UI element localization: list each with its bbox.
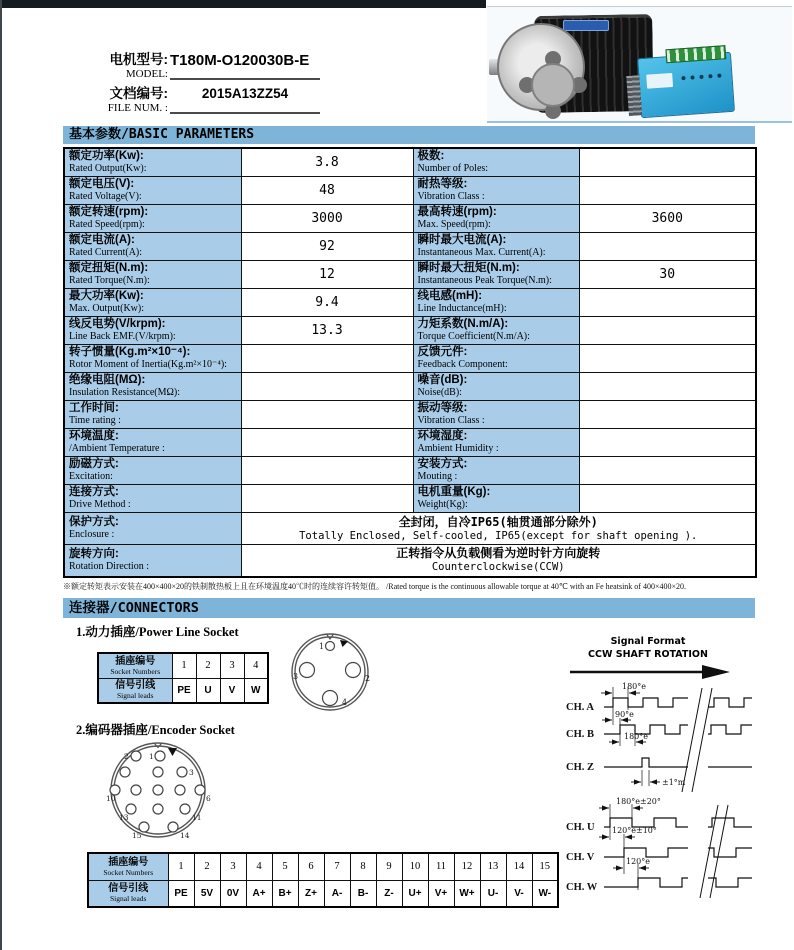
table-row [64, 545, 756, 577]
param-label-cn: 噪音(dB): [417, 374, 468, 386]
param-label-cell [64, 345, 241, 373]
signal-lead-cell: W [244, 678, 268, 703]
pin-label: 13 [119, 813, 129, 822]
signal-lead-cell: Z- [376, 880, 402, 907]
signal-leads-en: Signal leads [110, 894, 147, 904]
socket-number-cell: 11 [428, 853, 454, 880]
pin-label: 3 [189, 768, 194, 777]
param-label-cn: 瞬时最大电流(A): [417, 234, 507, 246]
socket-numbers-en: Socket Numbers [103, 867, 154, 877]
model-label [58, 48, 168, 80]
param-label-en: Noise(dB): [417, 387, 462, 398]
table-row [64, 233, 756, 261]
param-label-en: /Ambient Temperature : [69, 443, 165, 454]
socket-number-cell: 3 [220, 653, 244, 678]
channel-label-b: CH. B [566, 729, 595, 740]
controller-label [646, 73, 673, 89]
signal-lead-cell: A- [324, 880, 350, 907]
socket-number-cell: 4 [246, 853, 272, 880]
param-value-cell: 9.4 [241, 289, 413, 317]
param-label-en: Enclosure : [69, 529, 115, 540]
table-row [88, 880, 558, 907]
dim-label-180e-a: 180°e [622, 682, 647, 691]
encoder-socket-title: 2.编码器插座/Encoder Socket [76, 723, 235, 737]
encoder-socket-diagram [98, 736, 224, 848]
power-socket-diagram [286, 630, 378, 718]
param-value-cell: 92 [241, 233, 413, 261]
socket-numbers-en: Socket Numbers [110, 666, 161, 676]
socket-number-cell: 8 [350, 853, 376, 880]
param-label-cell [413, 148, 579, 177]
param-label-cn: 线反电势(V/krpm): [69, 318, 166, 330]
param-label-cn: 反馈元件: [417, 346, 468, 358]
power-socket-table [97, 652, 269, 704]
param-value-cell [579, 401, 756, 429]
signal-lead-cell: V [220, 678, 244, 703]
param-value-cell [579, 485, 756, 513]
controller-heatsink [626, 75, 642, 116]
signal-leads-cn: 信号引线 [115, 680, 156, 692]
enclosure-value-en: Totally Enclosed, Self-cooled, IP65(except for shaft opening ). [299, 529, 698, 542]
socket-number-cell: 1 [168, 853, 194, 880]
table-row [64, 177, 756, 205]
param-value-cell: 3000 [241, 205, 413, 233]
direction-arrow-icon [570, 665, 730, 679]
param-label-en: Max. Speed(rpm): [417, 219, 491, 230]
param-label-cn: 工作时间: [69, 402, 119, 414]
param-value-cell [579, 457, 756, 485]
param-value-cell [579, 373, 756, 401]
socket-numbers-header [88, 853, 168, 880]
param-label-cn: 最高转速(rpm): [417, 206, 497, 218]
param-label-cell [64, 261, 241, 289]
socket-numbers-header [98, 653, 172, 678]
param-label-en: Vibration Class : [417, 415, 485, 426]
param-label-cn: 励磁方式: [69, 458, 119, 470]
param-value-cell: 30 [579, 261, 756, 289]
connectors-header: 连接器/CONNECTORS [63, 598, 755, 618]
param-label-cell [64, 429, 241, 457]
param-value-cell: 3600 [579, 205, 756, 233]
param-label-cell [64, 485, 241, 513]
table-row [64, 345, 756, 373]
param-value-cell [579, 177, 756, 205]
signal-lead-cell: U- [480, 880, 506, 907]
pin-label: 15 [132, 831, 142, 840]
socket-number-cell: 7 [324, 853, 350, 880]
param-label-cell [64, 233, 241, 261]
encoder-socket-table [87, 852, 559, 908]
param-label-en: Time rating : [69, 415, 121, 426]
signal-lead-cell: B- [350, 880, 376, 907]
socket-numbers-cn: 插座编号 [108, 856, 149, 868]
param-label-en: Rated Voltage(V): [69, 191, 142, 202]
channel-label-z: CH. Z [566, 762, 595, 773]
key-mark-icon [168, 748, 177, 756]
param-label-cn: 额定扭矩(N.m): [69, 262, 149, 274]
param-label-cell [413, 289, 579, 317]
left-border-line [0, 0, 2, 950]
table-row [64, 373, 756, 401]
table-row [88, 853, 558, 880]
model-label-en: MODEL: [125, 68, 168, 80]
param-label-cell [413, 485, 579, 513]
channel-label-u: CH. U [566, 822, 595, 833]
socket-number-cell: 1 [172, 653, 196, 678]
param-label-cell [413, 373, 579, 401]
socket-number-cell: 13 [480, 853, 506, 880]
param-value-cell: 48 [241, 177, 413, 205]
pin-label: 2 [124, 752, 129, 761]
socket-number-cell: 3 [220, 853, 246, 880]
param-label-cell [64, 457, 241, 485]
param-label-en: Ambient Humidity : [417, 443, 499, 454]
signal-lead-cell: W+ [454, 880, 480, 907]
param-label-cell [413, 429, 579, 457]
rated-torque-footnote: ※额定转矩表示安装在400×400×20的铁制散热板上且在环境温度40℃时的连续容许转矩值。 /Rated torque is the continuous allowable torque at 40℃ with an Fe heatsink of 400×400×20. [63, 582, 686, 591]
file-num-label-en: FILE NUM. : [107, 102, 168, 114]
file-num-label-cn: 文档编号: [109, 86, 168, 101]
table-row [64, 317, 756, 345]
param-label-cn: 旋转方向: [69, 547, 119, 560]
param-label-en: Rotation Direction : [69, 560, 149, 572]
table-row [64, 289, 756, 317]
signal-leads-en: Signal leads [117, 691, 154, 701]
channel-label-v: CH. V [566, 852, 595, 863]
signal-lead-cell: W- [532, 880, 558, 907]
signal-leads-header [98, 678, 172, 703]
ccw-rotation-title: CCW SHAFT ROTATION [588, 649, 708, 660]
table-row [98, 653, 268, 678]
motor-flange [497, 23, 585, 111]
signal-lead-cell: PE [168, 880, 194, 907]
param-label-en: Instantaneous Max. Current(A): [417, 247, 546, 258]
param-label-en: Weight(Kg): [417, 499, 468, 510]
param-label-cn: 额定功率(Kw): [69, 150, 144, 162]
param-label-cn: 环境温度: [69, 430, 119, 442]
param-value-cell [241, 401, 413, 429]
param-label-en: Line Inductance(mH): [417, 303, 507, 314]
enclosure-value-cell [241, 513, 756, 545]
param-value-cell [241, 485, 413, 513]
table-row [64, 148, 756, 177]
pin-label: 4 [342, 698, 348, 707]
signal-lead-cell: 5V [194, 880, 220, 907]
param-label-cn: 耐热等级: [417, 178, 468, 190]
table-row [64, 485, 756, 513]
pin-label: 2 [365, 674, 371, 683]
param-label-cell [64, 513, 241, 545]
pin-label: 1 [149, 752, 154, 761]
table-row [64, 205, 756, 233]
rotation-value-en: Counterclockwise(CCW) [431, 561, 565, 574]
param-label-cell [64, 148, 241, 177]
param-label-cell [413, 401, 579, 429]
controller-terminal-strip [665, 45, 726, 63]
signal-format-diagram [552, 630, 794, 950]
channel-label-a: CH. A [566, 702, 595, 713]
param-value-cell [241, 345, 413, 373]
file-num-label [58, 82, 168, 114]
param-label-cell [413, 457, 579, 485]
param-label-en: Max. Output(Kw): [69, 303, 144, 314]
param-label-cn: 极数: [417, 150, 445, 162]
param-label-cell [413, 233, 579, 261]
enclosure-value-cn: 全封闭，自冷IP65(轴贯通部分除外) [398, 514, 598, 529]
top-black-bar [0, 0, 486, 8]
product-photo [487, 6, 792, 123]
param-label-en: Drive Method : [69, 499, 131, 510]
signal-format-title: Signal Format [610, 636, 686, 647]
param-value-cell: 3.8 [241, 148, 413, 177]
param-label-en: Feedback Component: [417, 359, 508, 370]
param-label-cn: 保护方式: [69, 516, 119, 528]
dim-label-1m: ±1°m [662, 778, 686, 787]
pin-label: 14 [180, 831, 190, 840]
socket-number-cell: 9 [376, 853, 402, 880]
param-label-cell [64, 545, 241, 577]
basic-parameters-table [63, 147, 757, 578]
param-label-cn: 线电感(mH): [417, 290, 483, 302]
socket-numbers-cn: 插座编号 [115, 655, 156, 667]
param-label-cell [413, 205, 579, 233]
socket-number-cell: 12 [454, 853, 480, 880]
pin-label: 10 [106, 794, 116, 803]
param-label-cn: 绝缘电阻(MΩ): [69, 374, 146, 386]
param-value-cell [579, 317, 756, 345]
table-row [64, 401, 756, 429]
rotation-value-cell [241, 545, 756, 577]
param-label-cell [64, 177, 241, 205]
param-value-cell [579, 148, 756, 177]
param-label-en: Number of Poles: [417, 163, 489, 174]
signal-lead-cell: A+ [246, 880, 272, 907]
param-label-cell [64, 401, 241, 429]
param-value-cell: 13.3 [241, 317, 413, 345]
param-label-en: Excitation: [69, 471, 113, 482]
param-label-en: Vibration Class : [417, 191, 485, 202]
param-label-cn: 额定电压(V): [69, 178, 135, 190]
pin-label: 1 [319, 642, 325, 651]
param-value-cell [579, 289, 756, 317]
param-label-cell [413, 261, 579, 289]
signal-lead-cell: PE [172, 678, 196, 703]
param-label-en: Line Back EMF.(V/krpm): [69, 331, 176, 342]
signal-lead-cell: 0V [220, 880, 246, 907]
socket-number-cell: 4 [244, 653, 268, 678]
motor-nameplate [563, 20, 609, 31]
param-label-cn: 最大功率(Kw): [69, 290, 144, 302]
param-label-en: Instantaneous Peak Torque(N.m): [417, 275, 552, 286]
controller-leds [717, 74, 721, 78]
param-label-cn: 安装方式: [417, 458, 468, 470]
param-label-cell [64, 205, 241, 233]
param-label-cell [64, 317, 241, 345]
model-label-cn: 电机型号: [109, 52, 168, 67]
break-marks [682, 688, 728, 898]
table-row [64, 429, 756, 457]
socket-number-cell: 2 [194, 853, 220, 880]
param-label-en: Insulation Resistance(MΩ): [69, 387, 181, 398]
pin-label: 11 [192, 813, 202, 822]
dim-label-120e10: 120°e±10° [612, 826, 657, 835]
signal-lead-cell: V- [506, 880, 532, 907]
param-label-cell [64, 373, 241, 401]
socket-number-cell: 15 [532, 853, 558, 880]
param-label-en: Rated Torque(N.m): [69, 275, 150, 286]
signal-leads-cn: 信号引线 [108, 883, 149, 895]
socket-number-cell: 5 [272, 853, 298, 880]
param-value-cell [579, 233, 756, 261]
signal-lead-cell: V+ [428, 880, 454, 907]
signal-lead-cell: U [196, 678, 220, 703]
socket-number-cell: 6 [298, 853, 324, 880]
param-value-cell [241, 457, 413, 485]
dim-label-180e-b: 180°e [624, 732, 649, 741]
table-row [64, 261, 756, 289]
param-value-cell [579, 429, 756, 457]
param-label-cn: 环境湿度: [417, 430, 468, 442]
param-label-en: Rated Output(Kw): [69, 163, 147, 174]
channel-label-w: CH. W [566, 882, 598, 893]
socket-number-cell: 10 [402, 853, 428, 880]
model-value: T180M-O120030B-E [170, 52, 320, 80]
param-value-cell [579, 345, 756, 373]
file-num-value: 2015A13ZZ54 [170, 86, 320, 114]
motor-hub [531, 63, 575, 107]
table-row [98, 678, 268, 703]
dim-label-180e20: 180°e±20° [616, 797, 661, 806]
param-label-cell [64, 289, 241, 317]
table-row [64, 457, 756, 485]
param-label-cell [413, 345, 579, 373]
rotation-value-cn: 正转指令从负载侧看为逆时针方向旋转 [396, 546, 601, 561]
param-label-cn: 振动等级: [417, 402, 468, 414]
pin-label: 3 [293, 672, 299, 681]
signal-lead-cell: Z+ [298, 880, 324, 907]
table-row [64, 513, 756, 545]
param-label-cn: 额定转速(rpm): [69, 206, 149, 218]
basic-parameters-header: 基本参数/BASIC PARAMETERS [63, 126, 755, 144]
param-label-en: Rated Current(A): [69, 247, 143, 258]
signal-lead-cell: B+ [272, 880, 298, 907]
param-label-cn: 转子惯量(Kg.m²×10⁻⁴): [69, 346, 191, 358]
power-socket-title: 1.动力插座/Power Line Socket [76, 625, 239, 639]
param-label-cell [413, 177, 579, 205]
param-label-en: Mouting : [417, 471, 458, 482]
socket-number-cell: 14 [506, 853, 532, 880]
param-label-cn: 额定电流(A): [69, 234, 135, 246]
param-value-cell [241, 429, 413, 457]
controller-box [637, 52, 735, 118]
param-label-cn: 连接方式: [69, 486, 119, 498]
param-label-cn: 电机重量(Kg): [417, 486, 491, 498]
param-label-cn: 瞬时最大扭矩(N.m): [417, 262, 520, 274]
param-label-cn: 力矩系数(N.m/A): [417, 318, 509, 330]
param-label-en: Rotor Moment of Inertia(Kg.m²×10⁻⁴): [69, 359, 227, 370]
param-label-cell [413, 317, 579, 345]
socket-number-cell: 2 [196, 653, 220, 678]
signal-lead-cell: U+ [402, 880, 428, 907]
dim-label-120e: 120°e [626, 857, 651, 866]
pin-label: 6 [206, 794, 211, 803]
param-value-cell: 12 [241, 261, 413, 289]
dim-label-90e: 90°e [615, 710, 634, 719]
signal-leads-header [88, 880, 168, 907]
power-socket-pins [300, 642, 361, 706]
param-value-cell [241, 373, 413, 401]
param-label-en: Rated Speed(rpm): [69, 219, 145, 230]
param-label-en: Torque Coefficient(N.m/A): [417, 331, 530, 342]
